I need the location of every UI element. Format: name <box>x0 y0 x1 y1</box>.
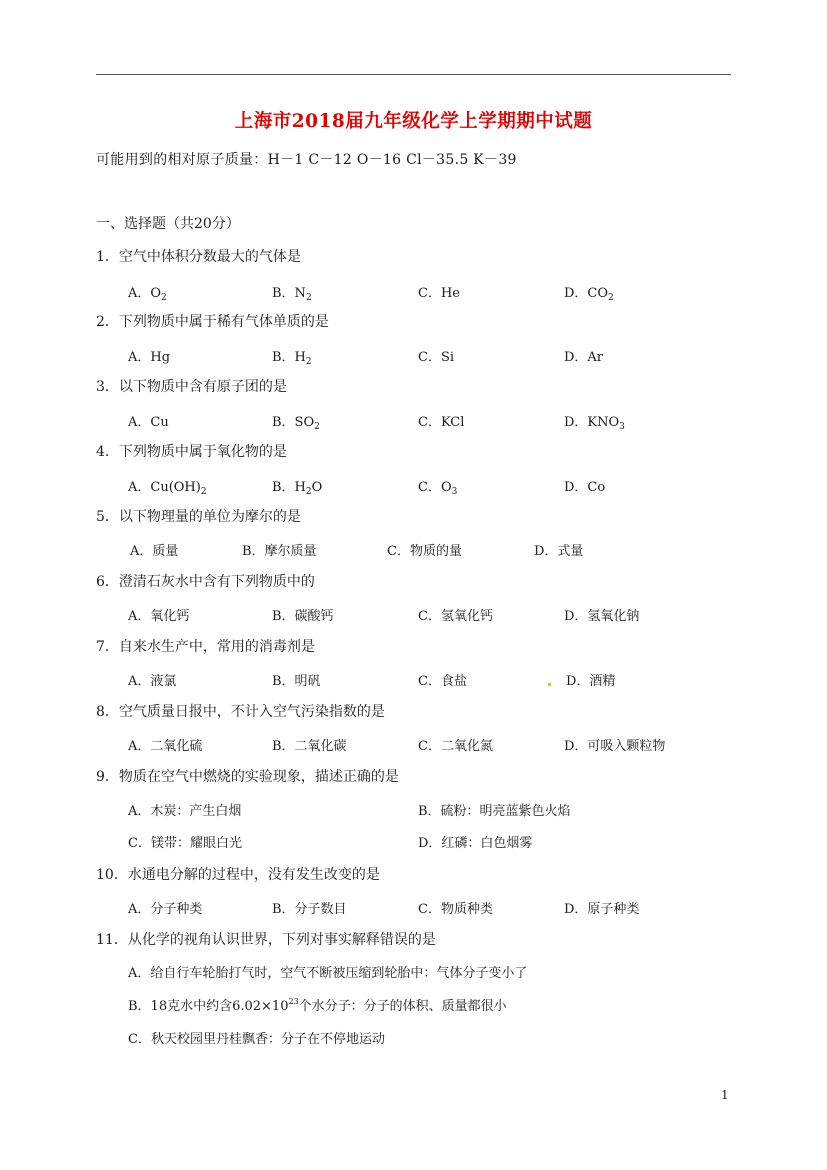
option-c: C．秋天校园里丹桂飘香：分子在不停地运动 <box>128 1032 385 1047</box>
question-stem: 3．以下物质中含有原子团的是 <box>96 379 287 395</box>
option-d: D．酒精 <box>566 674 616 689</box>
options-row <box>128 670 708 690</box>
option-d: D．$CO_2$ <box>564 286 614 303</box>
options-row <box>128 605 708 625</box>
option-c: C．Si <box>418 350 455 365</box>
option-c: C．镁带：耀眼白光 <box>128 836 242 851</box>
option-c: C．食盐 <box>418 674 467 689</box>
question-stem: 11．从化学的视角认识世界，下列对事实解释错误的是 <box>96 932 436 948</box>
option-d: D．红磷：白色烟雾 <box>418 836 533 851</box>
options-row <box>128 800 708 820</box>
question-stem: 10．水通电分解的过程中，没有发生改变的是 <box>96 867 380 883</box>
question-stem: 5．以下物理量的单位为摩尔的是 <box>96 509 301 525</box>
atomic-masses: 可能用到的相对原子质量：H－1 C－12 O－16 Cl－35.5 K－39 <box>96 152 517 168</box>
header-rule <box>96 74 731 75</box>
options-row <box>128 411 708 431</box>
option-b: B．碳酸钙 <box>272 609 334 624</box>
options-row <box>128 832 708 852</box>
option-a: A．氧化钙 <box>128 609 190 624</box>
question-stem: 1．空气中体积分数最大的气体是 <box>96 249 301 265</box>
options-row <box>128 346 708 366</box>
option-a: A．质量 <box>130 544 179 559</box>
page-title: 上海市2018届九年级化学上学期期中试题 <box>234 111 593 132</box>
option-c: C．KCl <box>418 415 465 430</box>
option-c: C．He <box>418 286 460 301</box>
option-b: B．硫粉：明亮蓝紫色火焰 <box>418 804 571 819</box>
option-d: D．可吸入颗粒物 <box>564 739 666 754</box>
option-c: C．氢氧化钙 <box>418 609 493 624</box>
options-row <box>128 540 708 560</box>
option-c: C．物质的量 <box>387 544 462 559</box>
page-number: 1 <box>721 1088 729 1102</box>
question-stem: 2．下列物质中属于稀有气体单质的是 <box>96 314 329 330</box>
stray-mark <box>548 683 551 686</box>
option-b: B．明矾 <box>272 674 321 689</box>
question-stem: 4．下列物质中属于氧化物的是 <box>96 444 287 460</box>
option-b: B．摩尔质量 <box>242 544 317 559</box>
option-b: B．$N_2$ <box>272 286 312 303</box>
option-c: C．二氧化氮 <box>418 739 493 754</box>
option-a: A．液氯 <box>128 674 177 689</box>
options-row <box>128 476 708 496</box>
options-row <box>128 735 708 755</box>
option-b: B．分子数目 <box>272 902 347 917</box>
option-a: A．分子种类 <box>128 902 203 917</box>
option-d: D．$KNO_3$ <box>564 415 625 432</box>
option-a: A．Cu <box>128 415 169 430</box>
option-d: D．Co <box>564 480 606 495</box>
option-d: D．式量 <box>534 544 584 559</box>
option-a: A．$O_2$ <box>128 286 167 303</box>
option-b: B．$SO_2$ <box>272 415 320 432</box>
question-stem: 7．自来水生产中，常用的消毒剂是 <box>96 639 315 655</box>
option-a: A．二氧化硫 <box>128 739 203 754</box>
option-a: A．木炭：产生白烟 <box>128 804 242 819</box>
option-d: D．原子种类 <box>564 902 640 917</box>
option-a: A．Hg <box>128 350 171 365</box>
option-c: C．物质种类 <box>418 902 493 917</box>
option-a: A．给自行车轮胎打气时，空气不断被压缩到轮胎中：气体分子变小了 <box>128 966 528 981</box>
option-b: B．$H_2$ <box>272 350 312 367</box>
option-c: C．$O_3$ <box>418 480 458 497</box>
option-b: B．$H_2O$ <box>272 480 323 497</box>
option-b: B．18克水中约含$6.02\times 10^{23}$个水分子：分子的体积、质量都很小 <box>128 997 507 1014</box>
option-b: B．二氧化碳 <box>272 739 347 754</box>
section-heading: 一、选择题（共20分） <box>96 216 240 232</box>
option-d: D．氢氧化钠 <box>564 609 640 624</box>
question-stem: 8．空气质量日报中，不计入空气污染指数的是 <box>96 704 385 720</box>
options-row <box>128 898 708 918</box>
question-stem: 9．物质在空气中燃烧的实验现象，描述正确的是 <box>96 769 399 785</box>
options-row <box>128 282 708 302</box>
option-d: D．Ar <box>564 350 604 365</box>
question-stem: 6．澄清石灰水中含有下列物质中的 <box>96 574 315 590</box>
option-a: A．$Cu(OH)_2$ <box>128 480 207 497</box>
